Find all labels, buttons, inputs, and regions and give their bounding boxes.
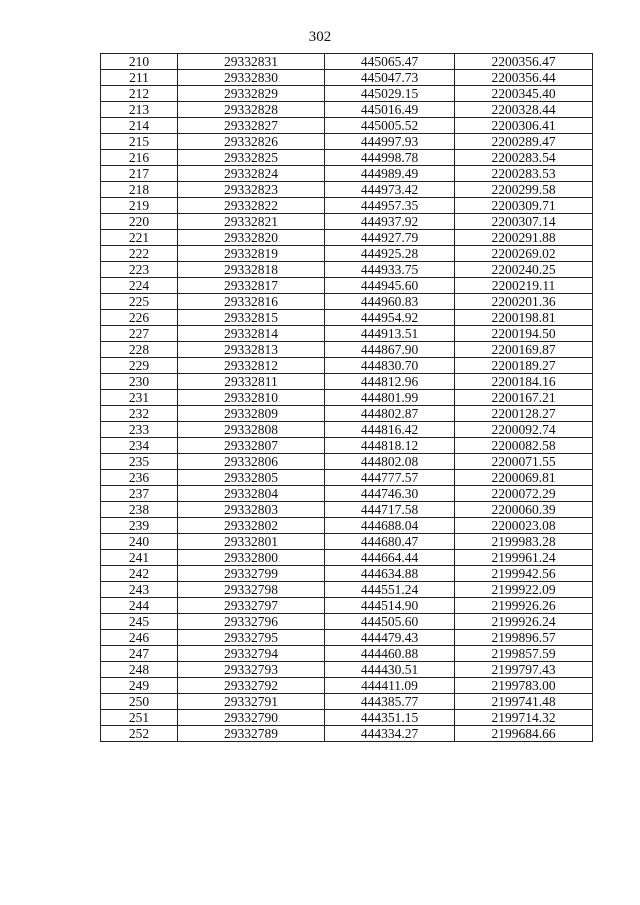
y-coordinate-cell: 2200060.39 [455,502,593,518]
point-id-cell: 29332791 [178,694,325,710]
x-coordinate-cell: 444997.93 [325,134,455,150]
table-row [101,582,593,598]
row-index-cell: 221 [101,230,178,246]
point-id-cell: 29332805 [178,470,325,486]
x-coordinate-cell: 444927.79 [325,230,455,246]
point-id-cell: 29332815 [178,310,325,326]
row-index-cell: 250 [101,694,178,710]
table-row [101,262,593,278]
point-id-cell: 29332816 [178,294,325,310]
y-coordinate-cell: 2200328.44 [455,102,593,118]
y-coordinate-cell: 2200169.87 [455,342,593,358]
y-coordinate-cell: 2199983.28 [455,534,593,550]
point-id-cell: 29332809 [178,406,325,422]
point-id-cell: 29332822 [178,198,325,214]
table-row [101,102,593,118]
point-id-cell: 29332796 [178,614,325,630]
table-row [101,278,593,294]
row-index-cell: 234 [101,438,178,454]
x-coordinate-cell: 444818.12 [325,438,455,454]
table-row [101,502,593,518]
table-row [101,230,593,246]
x-coordinate-cell: 444933.75 [325,262,455,278]
y-coordinate-cell: 2200240.25 [455,262,593,278]
point-id-cell: 29332803 [178,502,325,518]
point-id-cell: 29332792 [178,678,325,694]
y-coordinate-cell: 2200189.27 [455,358,593,374]
x-coordinate-cell: 444351.15 [325,710,455,726]
table-row [101,726,593,742]
x-coordinate-cell: 444385.77 [325,694,455,710]
y-coordinate-cell: 2200069.81 [455,470,593,486]
table-row [101,390,593,406]
row-index-cell: 246 [101,630,178,646]
x-coordinate-cell: 444802.08 [325,454,455,470]
row-index-cell: 227 [101,326,178,342]
point-id-cell: 29332801 [178,534,325,550]
y-coordinate-cell: 2200307.14 [455,214,593,230]
point-id-cell: 29332819 [178,246,325,262]
table-row [101,614,593,630]
point-id-cell: 29332821 [178,214,325,230]
row-index-cell: 232 [101,406,178,422]
table-row [101,150,593,166]
x-coordinate-cell: 444802.87 [325,406,455,422]
x-coordinate-cell: 445029.15 [325,86,455,102]
x-coordinate-cell: 445065.47 [325,54,455,70]
point-id-cell: 29332827 [178,118,325,134]
table-row [101,662,593,678]
y-coordinate-cell: 2199857.59 [455,646,593,662]
point-id-cell: 29332795 [178,630,325,646]
x-coordinate-cell: 444816.42 [325,422,455,438]
table-row [101,294,593,310]
table-row [101,486,593,502]
y-coordinate-cell: 2200356.44 [455,70,593,86]
point-id-cell: 29332798 [178,582,325,598]
coordinates-table-body [101,54,593,742]
row-index-cell: 224 [101,278,178,294]
table-row [101,438,593,454]
row-index-cell: 229 [101,358,178,374]
x-coordinate-cell: 444505.60 [325,614,455,630]
x-coordinate-cell: 444664.44 [325,550,455,566]
point-id-cell: 29332817 [178,278,325,294]
y-coordinate-cell: 2200269.02 [455,246,593,262]
table-row [101,134,593,150]
row-index-cell: 226 [101,310,178,326]
x-coordinate-cell: 444334.27 [325,726,455,742]
x-coordinate-cell: 444634.88 [325,566,455,582]
row-index-cell: 217 [101,166,178,182]
point-id-cell: 29332810 [178,390,325,406]
table-row [101,198,593,214]
x-coordinate-cell: 444960.83 [325,294,455,310]
x-coordinate-cell: 444830.70 [325,358,455,374]
row-index-cell: 243 [101,582,178,598]
y-coordinate-cell: 2200299.58 [455,182,593,198]
point-id-cell: 29332793 [178,662,325,678]
point-id-cell: 29332790 [178,710,325,726]
row-index-cell: 237 [101,486,178,502]
y-coordinate-cell: 2200309.71 [455,198,593,214]
point-id-cell: 29332830 [178,70,325,86]
y-coordinate-cell: 2199926.24 [455,614,593,630]
row-index-cell: 236 [101,470,178,486]
table-row [101,86,593,102]
table-row [101,118,593,134]
table-row [101,166,593,182]
y-coordinate-cell: 2200291.88 [455,230,593,246]
y-coordinate-cell: 2199741.48 [455,694,593,710]
row-index-cell: 241 [101,550,178,566]
y-coordinate-cell: 2200092.74 [455,422,593,438]
y-coordinate-cell: 2200219.11 [455,278,593,294]
y-coordinate-cell: 2199896.57 [455,630,593,646]
x-coordinate-cell: 444812.96 [325,374,455,390]
x-coordinate-cell: 444460.88 [325,646,455,662]
y-coordinate-cell: 2200167.21 [455,390,593,406]
row-index-cell: 248 [101,662,178,678]
y-coordinate-cell: 2200306.41 [455,118,593,134]
table-row [101,710,593,726]
row-index-cell: 219 [101,198,178,214]
table-row [101,406,593,422]
y-coordinate-cell: 2200023.08 [455,518,593,534]
x-coordinate-cell: 444746.30 [325,486,455,502]
table-row [101,214,593,230]
point-id-cell: 29332825 [178,150,325,166]
y-coordinate-cell: 2200283.53 [455,166,593,182]
point-id-cell: 29332826 [178,134,325,150]
table-row [101,470,593,486]
x-coordinate-cell: 444688.04 [325,518,455,534]
x-coordinate-cell: 444913.51 [325,326,455,342]
point-id-cell: 29332828 [178,102,325,118]
x-coordinate-cell: 444801.99 [325,390,455,406]
point-id-cell: 29332806 [178,454,325,470]
point-id-cell: 29332813 [178,342,325,358]
y-coordinate-cell: 2199961.24 [455,550,593,566]
point-id-cell: 29332818 [178,262,325,278]
x-coordinate-cell: 444411.09 [325,678,455,694]
row-index-cell: 225 [101,294,178,310]
x-coordinate-cell: 445047.73 [325,70,455,86]
x-coordinate-cell: 444777.57 [325,470,455,486]
x-coordinate-cell: 445016.49 [325,102,455,118]
page-number: 302 [308,29,332,45]
y-coordinate-cell: 2200345.40 [455,86,593,102]
x-coordinate-cell: 444430.51 [325,662,455,678]
x-coordinate-cell: 444954.92 [325,310,455,326]
row-index-cell: 235 [101,454,178,470]
y-coordinate-cell: 2200201.36 [455,294,593,310]
table-row [101,182,593,198]
y-coordinate-cell: 2200356.47 [455,54,593,70]
point-id-cell: 29332823 [178,182,325,198]
table-row [101,358,593,374]
table-row [101,630,593,646]
x-coordinate-cell: 444945.60 [325,278,455,294]
y-coordinate-cell: 2199942.56 [455,566,593,582]
table-row [101,326,593,342]
y-coordinate-cell: 2199797.43 [455,662,593,678]
row-index-cell: 247 [101,646,178,662]
row-index-cell: 216 [101,150,178,166]
y-coordinate-cell: 2200082.58 [455,438,593,454]
y-coordinate-cell: 2200128.27 [455,406,593,422]
x-coordinate-cell: 444973.42 [325,182,455,198]
coordinates-table [100,53,593,742]
x-coordinate-cell: 444680.47 [325,534,455,550]
row-index-cell: 214 [101,118,178,134]
point-id-cell: 29332807 [178,438,325,454]
table-row [101,310,593,326]
table-row [101,70,593,86]
y-coordinate-cell: 2199783.00 [455,678,593,694]
x-coordinate-cell: 444551.24 [325,582,455,598]
point-id-cell: 29332811 [178,374,325,390]
row-index-cell: 252 [101,726,178,742]
row-index-cell: 210 [101,54,178,70]
table-row [101,422,593,438]
y-coordinate-cell: 2199926.26 [455,598,593,614]
point-id-cell: 29332794 [178,646,325,662]
point-id-cell: 29332804 [178,486,325,502]
row-index-cell: 251 [101,710,178,726]
row-index-cell: 230 [101,374,178,390]
table-row [101,454,593,470]
row-index-cell: 222 [101,246,178,262]
y-coordinate-cell: 2200194.50 [455,326,593,342]
row-index-cell: 233 [101,422,178,438]
row-index-cell: 240 [101,534,178,550]
table-row [101,566,593,582]
row-index-cell: 249 [101,678,178,694]
x-coordinate-cell: 444479.43 [325,630,455,646]
y-coordinate-cell: 2200198.81 [455,310,593,326]
y-coordinate-cell: 2199684.66 [455,726,593,742]
point-id-cell: 29332789 [178,726,325,742]
point-id-cell: 29332802 [178,518,325,534]
x-coordinate-cell: 444957.35 [325,198,455,214]
y-coordinate-cell: 2200289.47 [455,134,593,150]
table-row [101,374,593,390]
y-coordinate-cell: 2200071.55 [455,454,593,470]
row-index-cell: 213 [101,102,178,118]
point-id-cell: 29332799 [178,566,325,582]
row-index-cell: 244 [101,598,178,614]
x-coordinate-cell: 444937.92 [325,214,455,230]
row-index-cell: 238 [101,502,178,518]
point-id-cell: 29332812 [178,358,325,374]
y-coordinate-cell: 2199714.32 [455,710,593,726]
point-id-cell: 29332829 [178,86,325,102]
row-index-cell: 245 [101,614,178,630]
x-coordinate-cell: 444998.78 [325,150,455,166]
x-coordinate-cell: 445005.52 [325,118,455,134]
y-coordinate-cell: 2200283.54 [455,150,593,166]
table-row [101,598,593,614]
table-row [101,54,593,70]
row-index-cell: 220 [101,214,178,230]
point-id-cell: 29332797 [178,598,325,614]
row-index-cell: 239 [101,518,178,534]
table-row [101,246,593,262]
table-row [101,678,593,694]
row-index-cell: 228 [101,342,178,358]
x-coordinate-cell: 444514.90 [325,598,455,614]
point-id-cell: 29332800 [178,550,325,566]
row-index-cell: 223 [101,262,178,278]
row-index-cell: 231 [101,390,178,406]
table-row [101,342,593,358]
table-row [101,518,593,534]
x-coordinate-cell: 444989.49 [325,166,455,182]
x-coordinate-cell: 444925.28 [325,246,455,262]
row-index-cell: 215 [101,134,178,150]
row-index-cell: 211 [101,70,178,86]
table-row [101,694,593,710]
y-coordinate-cell: 2200072.29 [455,486,593,502]
table-row [101,550,593,566]
y-coordinate-cell: 2200184.16 [455,374,593,390]
row-index-cell: 218 [101,182,178,198]
row-index-cell: 212 [101,86,178,102]
table-row [101,646,593,662]
y-coordinate-cell: 2199922.09 [455,582,593,598]
x-coordinate-cell: 444717.58 [325,502,455,518]
row-index-cell: 242 [101,566,178,582]
point-id-cell: 29332814 [178,326,325,342]
point-id-cell: 29332808 [178,422,325,438]
point-id-cell: 29332824 [178,166,325,182]
table-row [101,534,593,550]
x-coordinate-cell: 444867.90 [325,342,455,358]
point-id-cell: 29332820 [178,230,325,246]
point-id-cell: 29332831 [178,54,325,70]
